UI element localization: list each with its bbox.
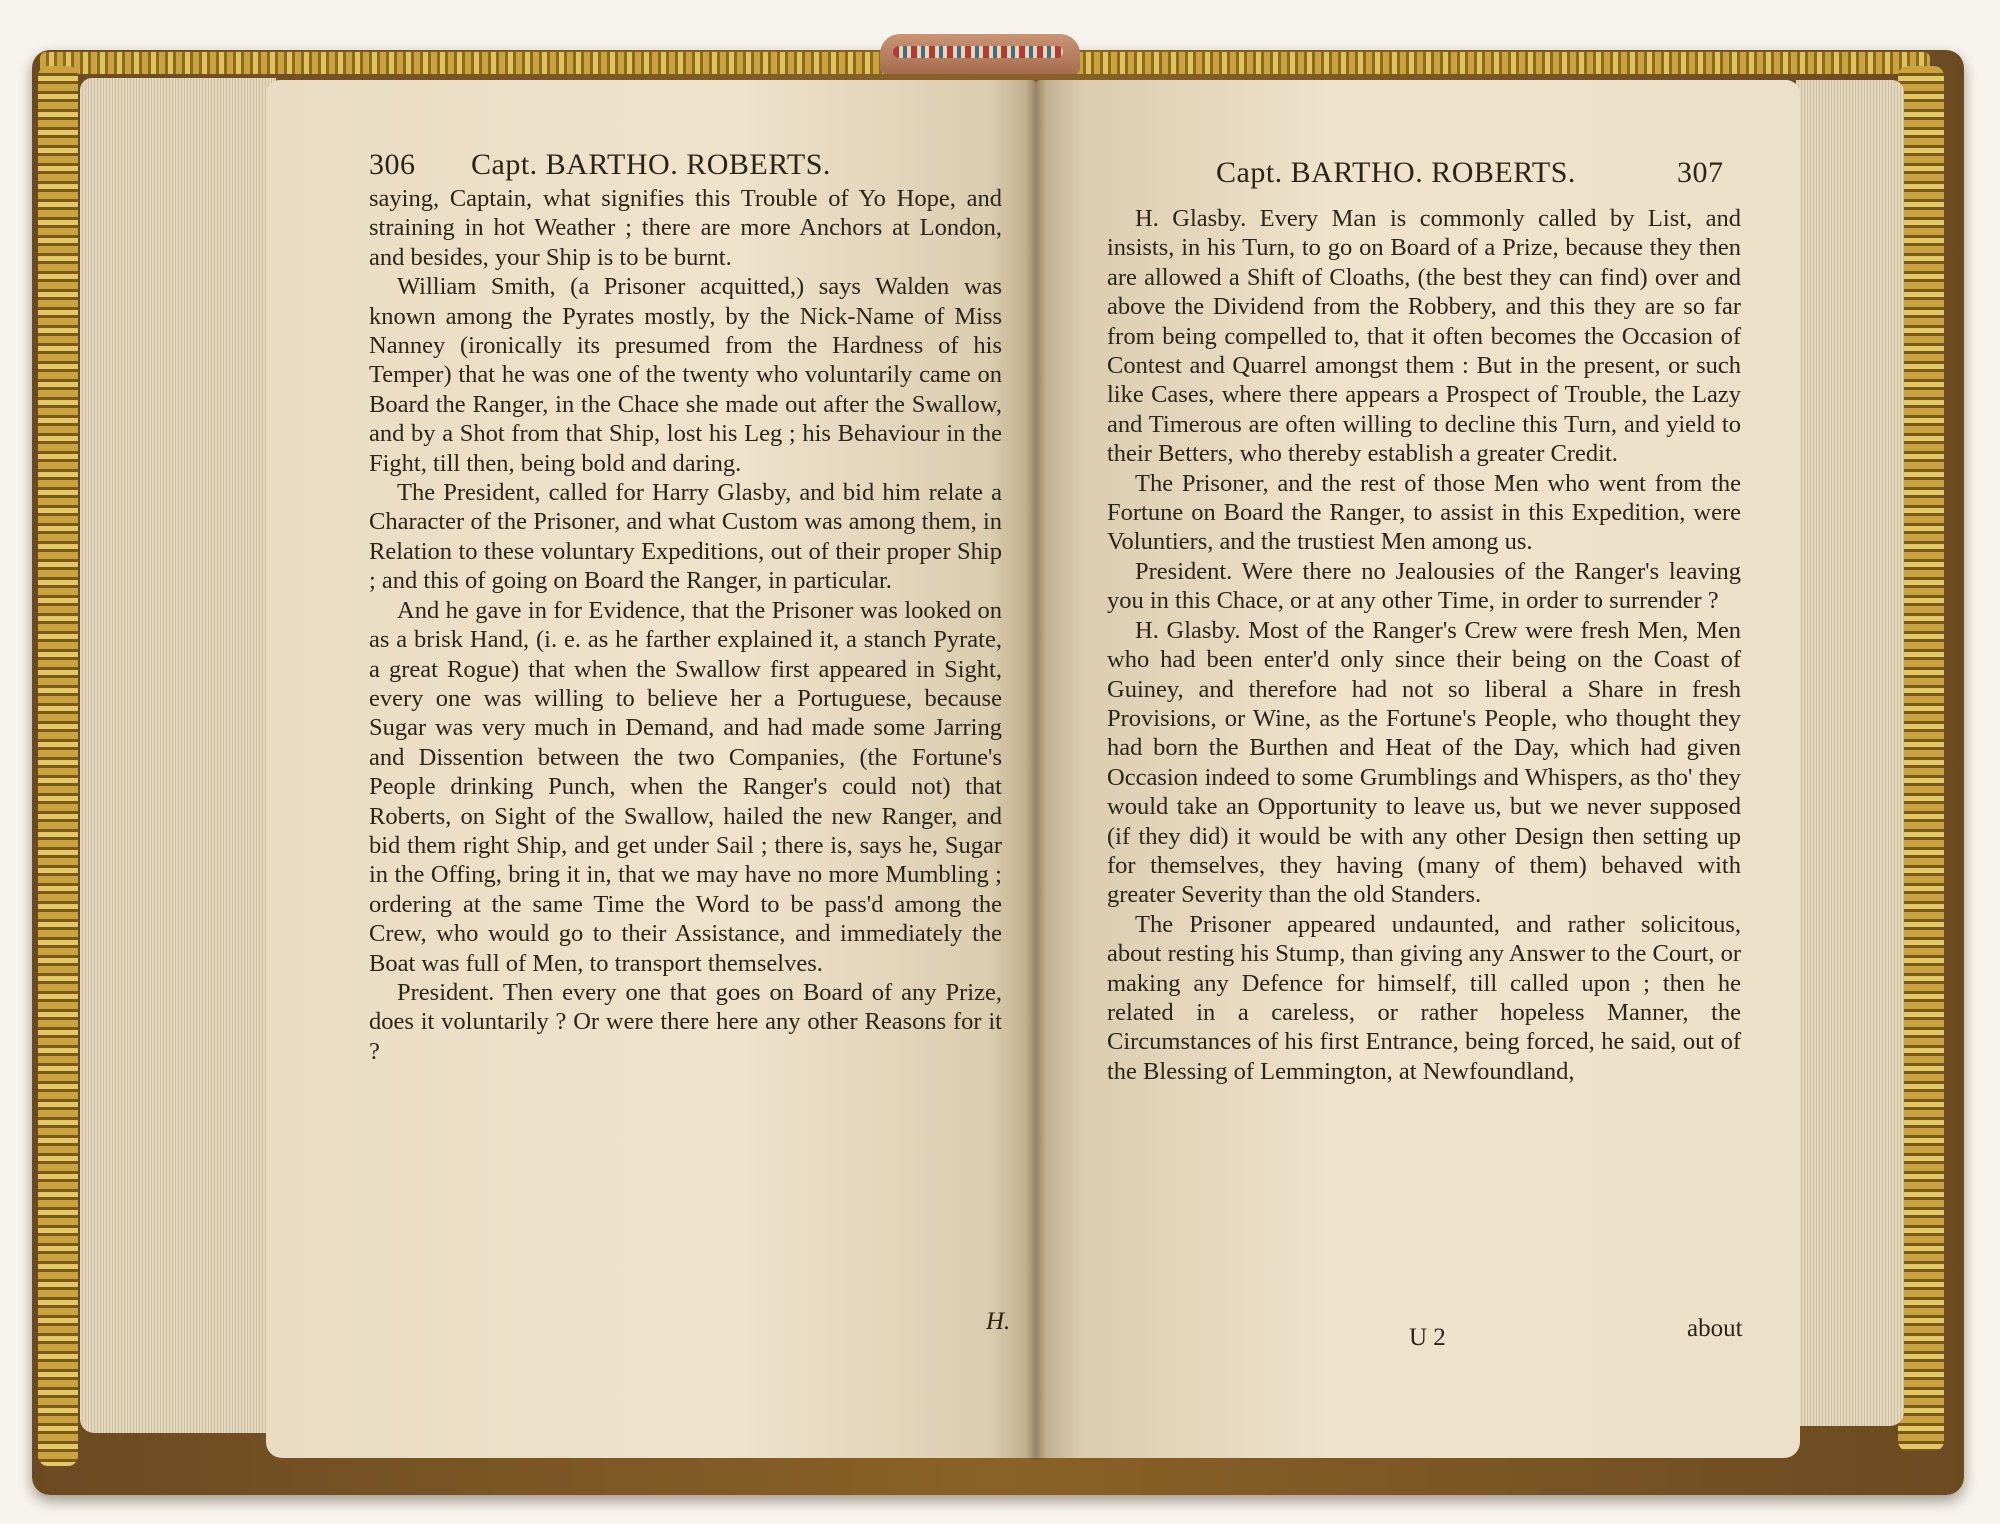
running-head: Capt. BARTHO. ROBERTS. [1216,156,1576,189]
paragraph: President. Then every one that goes on Board of any Prize, does it voluntarily ? Or were there here any other Reasons for it ? [369,978,1002,1065]
page-number: 306 [369,148,416,181]
page-block-left [80,78,276,1433]
right-page [1036,80,1800,1458]
paragraph: H. Glasby. Most of the Ranger's Crew were fresh Men, Men who had been enter'd only since their being on the Coast of Guiney, and therefore had not so liberal a Share in fresh Provisions, or Wine, as the Fortune's People, who thought they had born the Burthen and Heat of the Day, which had given Occasion indeed to some Grumblings and Whispers, as tho' they would take an Opportunity to leave us, but we never supposed (if they did) it would be with any other Design then setting up for themselves, they having (many of them) behaved with greater Severity than the old Standers. [1107,616,1741,909]
paragraph: The Prisoner appeared undaunted, and rather solicitous, about resting his Stump, than giving any Answer to the Court, or making any Defence for himself, till called upon ; then he related in a careless, or rather hopeless Manner, the Circumstances of his first Entrance, being forced, he said, out of the Blessing of Lemmington, at Newfoundland, [1107,910,1741,1085]
paragraph: H. Glasby. Every Man is commonly called by List, and insists, in his Turn, to go on Board of a Prize, because they then are allowed a Shift of Cloaths, (the best they can find) over and above the Dividend from the Robbery, and this they are so far from being compelled to, that it often becomes the Occasion of Contest and Quarrel amongst them : But in the present, or such like Cases, where there appears a Prospect of Trouble, the Lazy and Timerous are often willing to decline this Turn, and yield to their Betters, who thereby establish a greater Credit. [1107,205,1741,468]
headband-thread [893,46,1063,58]
page-number: 307 [1677,156,1724,189]
page-body [369,184,1002,1066]
paragraph: The President, called for Harry Glasby, and bid him relate a Character of the Prisoner, and what Custom was among them, in Relation to these voluntary Expeditions, out of their proper Ship ; and this of going on Board the Ranger, in particular. [369,479,1002,595]
paragraph: President. Were there no Jealousies of the Ranger's leaving you in this Chace, or at any other Time, in order to surrender ? [1107,557,1741,615]
paragraph: saying, Captain, what signifies this Trouble of Yo Hope, and straining in hot Weather ; there are more Anchors at London, and besides, your Ship is to be burnt. [369,185,1002,271]
paragraph: And he gave in for Evidence, that the Prisoner was looked on as a brisk Hand, (i. e. as he farther explained it, a stanch Pyrate, a great Rogue) that when the Swallow first appeared in Sight, every one was willing to believe her a Portuguese, because Sugar was very much in Demand, and had made some Jarring and Dissention between the two Companies, (the Fortune's People drinking Punch, when the Ranger's could not) that Roberts, on Sight of the Swallow, hailed the new Ranger, and bid them right Ship, and get under Sail ; there is, says he, Sugar in the Offing, bring it in, that we may have no more Mumbling ; ordering at the same Time the Word to be pass'd among the Crew, who would go to their Assistance, and immediately the Boat was full of Men, to transport themselves. [369,596,1002,977]
page-block-right [1796,80,1904,1426]
left-page [266,80,1036,1458]
paragraph: William Smith, (a Prisoner acquitted,) says Walden was known among the Pyrates mostly, by the Nick-Name of Miss Nanney (ironically its presumed from the Hardness of his Temper) that he was one of the twenty who voluntarily came on Board the Ranger, in the Chace she made out after the Swallow, and by a Shot from that Ship, lost his Leg ; his Behaviour in the Fight, till then, being bold and daring. [369,273,1002,477]
catchword: H. [986,1308,1011,1335]
signature-mark: U 2 [1409,1324,1446,1351]
gilt-left-edge [38,66,78,1466]
catchword: about [1687,1315,1743,1342]
page-body [1107,204,1741,1086]
book-gutter [1026,80,1046,1460]
gilt-right-edge [1898,66,1944,1451]
running-head: Capt. BARTHO. ROBERTS. [471,148,831,181]
paragraph: The Prisoner, and the rest of those Men who went from the Fortune on Board the Ranger, to assist in this Expedition, were Voluntiers, and the trustiest Men among us. [1107,469,1741,556]
